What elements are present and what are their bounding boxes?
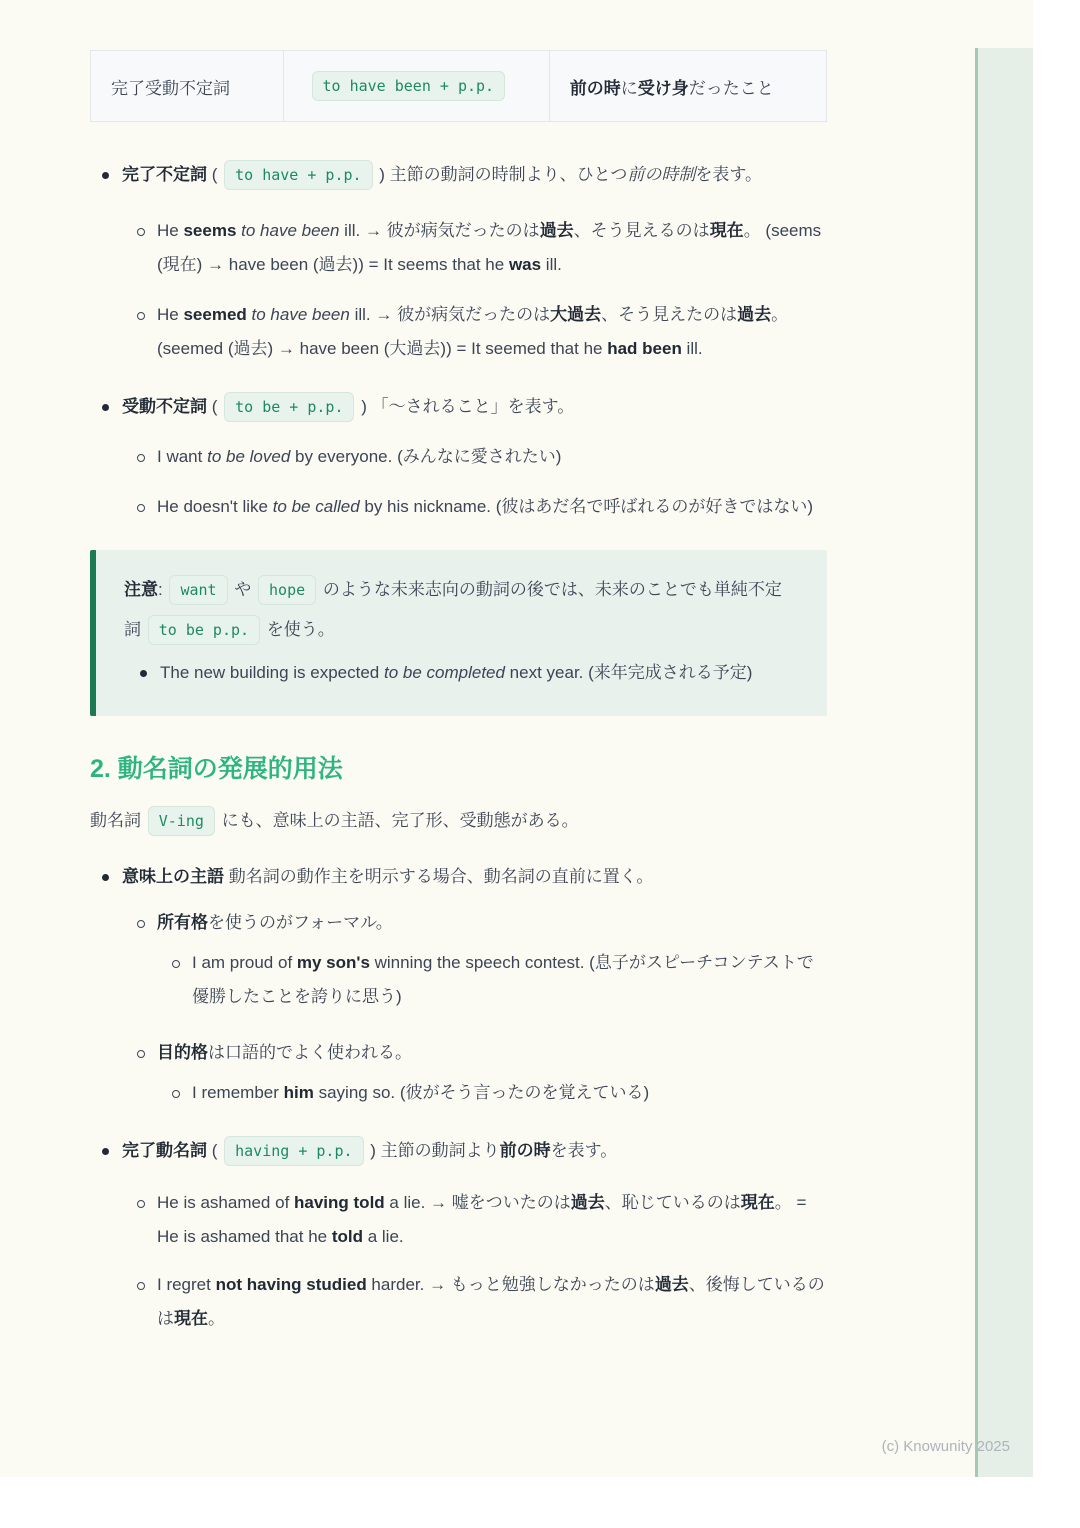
table-cell-form <box>284 51 550 121</box>
bullet-perfect-infinitive: 完了不定詞 ( to have + p.p. ) 主節の動詞の時制より、ひとつ前の時制を表す。 <box>90 158 827 192</box>
example-regret: I regret not having studied harder. → もっと勉強しなかったのは過去、後悔しているのは現在。 <box>90 1268 827 1336</box>
watermark: (c) Knowunity 2025 <box>881 1438 1010 1455</box>
section-heading-gerund: 2. 動名詞の発展的用法 <box>90 755 343 783</box>
bullet-passive-infinitive: 受動不定詞 ( to be + p.p. ) 「〜されること」を表す。 <box>90 390 827 424</box>
sub-bullet-objective: 目的格は口語的でよく使われる。 <box>90 1036 827 1070</box>
code-chip: V-ing <box>148 806 215 836</box>
code-chip: hope <box>258 575 316 605</box>
bullet-semantic-subject: 意味上の主語 動名詞の動作主を明示する場合、動名詞の直前に置く。 <box>90 860 827 894</box>
bullet-perfect-gerund: 完了動名詞 ( having + p.p. ) 主節の動詞より前の時を表す。 <box>90 1134 827 1168</box>
document-content <box>90 50 827 1336</box>
note-example: The new building is expected to be completed next year. (来年完成される予定) <box>124 656 797 690</box>
table-cell-term: 完了受動不定詞 <box>91 51 284 121</box>
example-nickname: He doesn't like to be called by his nickname. (彼はあだ名で呼ばれるのが好きではない) <box>90 490 827 524</box>
paragraph-gerund-intro: 動名詞 V-ing にも、意味上の主語、完了形、受動態がある。 <box>90 804 827 838</box>
code-chip: to be + p.p. <box>224 392 354 422</box>
example-him-saying: I remember him saying so. (彼がそう言ったのを覚えている) <box>90 1076 827 1110</box>
example-seems: He seems to have been ill. → 彼が病気だったのは過去、そう見えるのは現在。 (seems (現在) → have been (過去)) = It seems that he was ill. <box>90 214 827 282</box>
note-text: 注意: want や hope のような未来志向の動詞の後では、未来のことでも単純不定詞 to be p.p. を使う。 <box>124 570 797 650</box>
sub-bullet-possessive: 所有格を使うのがフォーマル。 <box>90 906 827 940</box>
right-highlight-bar <box>975 48 1033 1477</box>
note-callout <box>90 550 827 716</box>
code-chip: to be p.p. <box>148 615 260 645</box>
example-ashamed: He is ashamed of having told a lie. → 嘘をついたのは過去、恥じているのは現在。 = He is ashamed that he told a lie. <box>90 1186 827 1254</box>
grammar-table-row <box>90 50 827 122</box>
code-chip: to have + p.p. <box>224 160 372 190</box>
code-chip: want <box>169 575 227 605</box>
example-seemed: He seemed to have been ill. → 彼が病気だったのは大過去、そう見えたのは過去。 (seemed (過去) → have been (大過去)) = It seemed that he had been ill. <box>90 298 827 366</box>
table-cell-meaning: 前の時 に 受け身 だったこと <box>569 78 774 98</box>
example-want-loved: I want to be loved by everyone. (みんなに愛されたい) <box>90 440 827 474</box>
code-chip: having + p.p. <box>224 1136 363 1166</box>
code-chip: to have been + p.p. <box>312 71 506 101</box>
example-my-sons: I am proud of my son's winning the speech contest. (息子がスピーチコンテストで優勝したことを誇りに思う) <box>90 946 827 1014</box>
